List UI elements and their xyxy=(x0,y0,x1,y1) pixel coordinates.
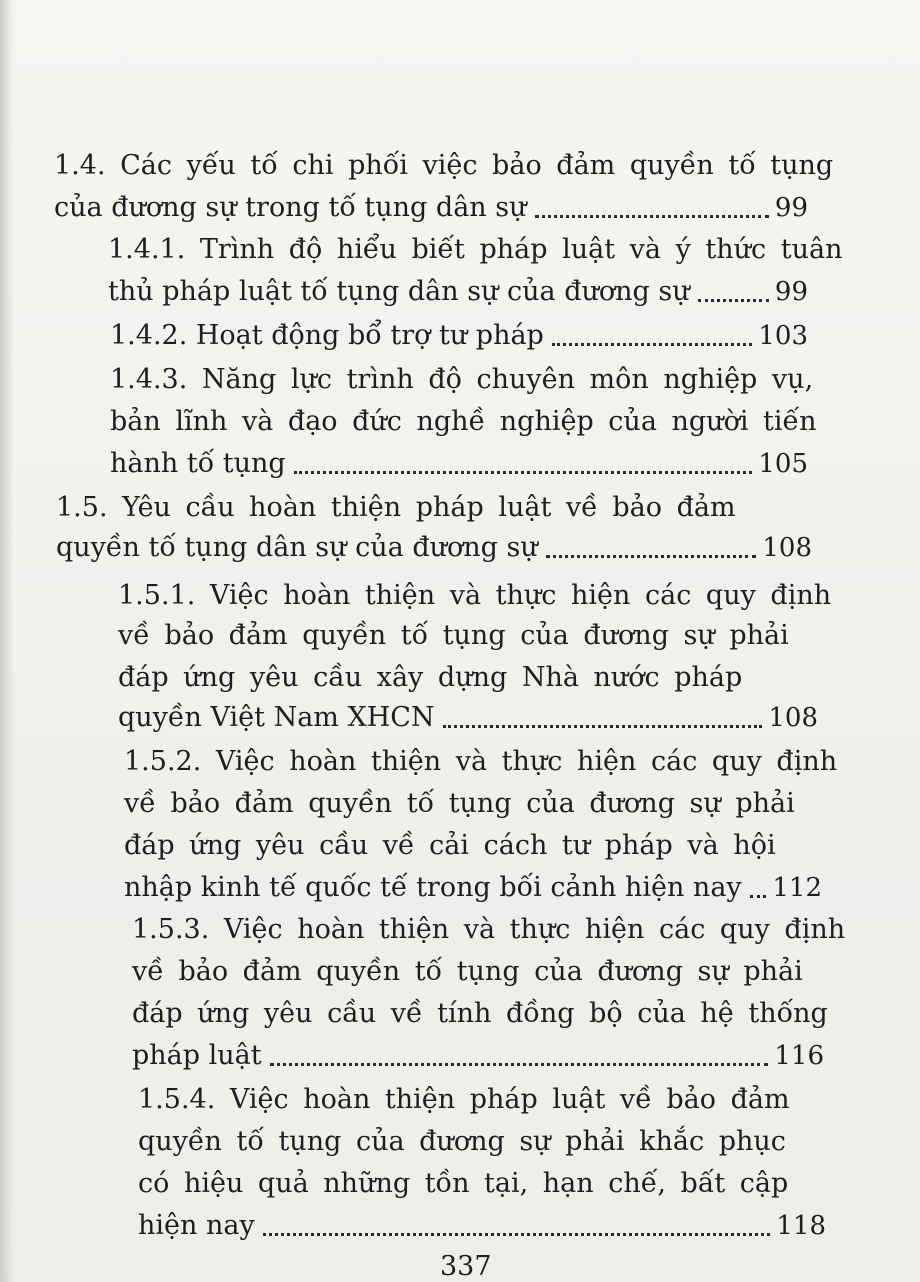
toc-entry-text: đáp ứng yêu cầu xây dựng Nhà nước pháp xyxy=(118,662,743,693)
toc-entry-text: quyền tố tụng dân sự của đương sự xyxy=(56,532,538,563)
toc-entry-text: pháp luật xyxy=(132,1040,262,1071)
toc-entry-text: 1.4. Các yếu tố chi phối việc bảo đảm quyền tố tụng xyxy=(54,150,834,181)
toc-entry-text: 1.5. Yêu cầu hoàn thiện pháp luật về bảo đảm xyxy=(56,492,736,523)
dot-leader xyxy=(750,895,767,898)
toc-entry-text: bản lĩnh và đạo đức nghề nghiệp của người tiến xyxy=(110,406,817,437)
toc-entry-text: quyền Việt Nam XHCN xyxy=(118,702,435,733)
toc-entry-text: 1.5.2. Việc hoàn thiện và thực hiện các quy định xyxy=(124,746,838,777)
dot-leader xyxy=(443,725,763,728)
toc-entry-line xyxy=(108,232,843,268)
toc-entry-line xyxy=(118,578,832,614)
toc-entry-text: 1.5.4. Việc hoàn thiện pháp luật về bảo đảm xyxy=(138,1084,790,1115)
toc-entry-text: 1.4.1. Trình độ hiểu biết pháp luật và ý thức tuân xyxy=(108,234,843,265)
toc-entry-last-line xyxy=(124,870,822,906)
toc-entry-text: 1.5.1. Việc hoàn thiện và thực hiện các quy định xyxy=(118,580,832,611)
toc-entry-last-line xyxy=(108,274,808,310)
toc-entry-line xyxy=(56,490,812,526)
dot-leader xyxy=(535,215,769,218)
toc-page-number: 112 xyxy=(772,873,822,903)
toc-entry-text: quyền tố tụng của đương sự phải khắc phục xyxy=(138,1126,786,1157)
toc-page-number: 108 xyxy=(768,703,818,733)
toc-entry-line xyxy=(132,912,846,948)
toc-entry-line xyxy=(138,1124,826,1160)
toc-entry-line xyxy=(110,362,814,398)
toc-entry-text: 1.4.3. Năng lực trình độ chuyên môn nghiệp vụ, xyxy=(110,364,814,395)
toc-entry-line xyxy=(54,148,834,184)
toc-entry-text: đáp ứng yêu cầu về tính đồng bộ của hệ thống xyxy=(132,998,828,1029)
dot-leader xyxy=(552,343,753,346)
toc-entry-line xyxy=(124,744,838,780)
dot-leader xyxy=(698,299,769,302)
toc-entry-text: nhập kinh tế quốc tế trong bối cảnh hiện nay xyxy=(124,872,742,903)
toc-entry-text: hành tố tụng xyxy=(110,448,286,479)
toc-entry-text: thủ pháp luật tố tụng dân sự của đương sự xyxy=(108,276,690,307)
toc-entry-text: hiện nay xyxy=(138,1210,255,1241)
toc-page-number: 105 xyxy=(758,449,808,479)
toc-page-number: 116 xyxy=(774,1041,824,1071)
toc-entry-text: về bảo đảm quyền tố tụng của đương sự phải xyxy=(132,956,803,987)
toc-entry-text: 1.5.3. Việc hoàn thiện và thực hiện các quy định xyxy=(132,914,846,945)
toc-page-number: 108 xyxy=(762,533,812,563)
toc-entry-line xyxy=(110,404,817,440)
toc-entry-line xyxy=(124,786,822,822)
toc-entry-last-line xyxy=(56,530,812,566)
dot-leader xyxy=(263,1233,771,1236)
toc-entry-last-line xyxy=(138,1208,826,1244)
toc-page-number: 103 xyxy=(758,321,808,351)
page-number: 337 xyxy=(440,1251,492,1282)
toc-entry-line xyxy=(124,828,822,864)
toc-entry-text: của đương sự trong tố tụng dân sự xyxy=(54,192,527,223)
toc-entry-text: về bảo đảm quyền tố tụng của đương sự phải xyxy=(124,788,795,819)
toc-entry-last-line xyxy=(110,446,808,482)
toc-entry-text: có hiệu quả những tồn tại, hạn chế, bất cập xyxy=(138,1168,789,1199)
toc-entry-text: đáp ứng yêu cầu về cải cách tư pháp và hội xyxy=(124,830,776,861)
toc-entry-last-line xyxy=(118,700,818,736)
toc-entry-line xyxy=(118,618,818,654)
toc-entry-line xyxy=(138,1166,826,1202)
dot-leader xyxy=(294,471,753,474)
toc-entry-last-line xyxy=(54,190,808,226)
dot-leader xyxy=(546,555,757,558)
toc-page-number: 118 xyxy=(776,1211,826,1241)
toc-entry-text: 1.4.2. Hoạt động bổ trợ tư pháp xyxy=(110,320,544,351)
toc-entry-last-line xyxy=(132,1038,824,1074)
toc-entry-line xyxy=(132,954,824,990)
toc-page-number: 99 xyxy=(774,193,808,223)
toc-entry-line xyxy=(118,660,818,696)
dot-leader xyxy=(270,1063,769,1066)
toc-page-number: 99 xyxy=(774,277,808,307)
toc-entry-last-line xyxy=(110,318,808,354)
toc-entry-text: về bảo đảm quyền tố tụng của đương sự phải xyxy=(118,620,789,651)
toc-entry-line xyxy=(138,1082,826,1118)
toc-entry-line xyxy=(132,996,828,1032)
